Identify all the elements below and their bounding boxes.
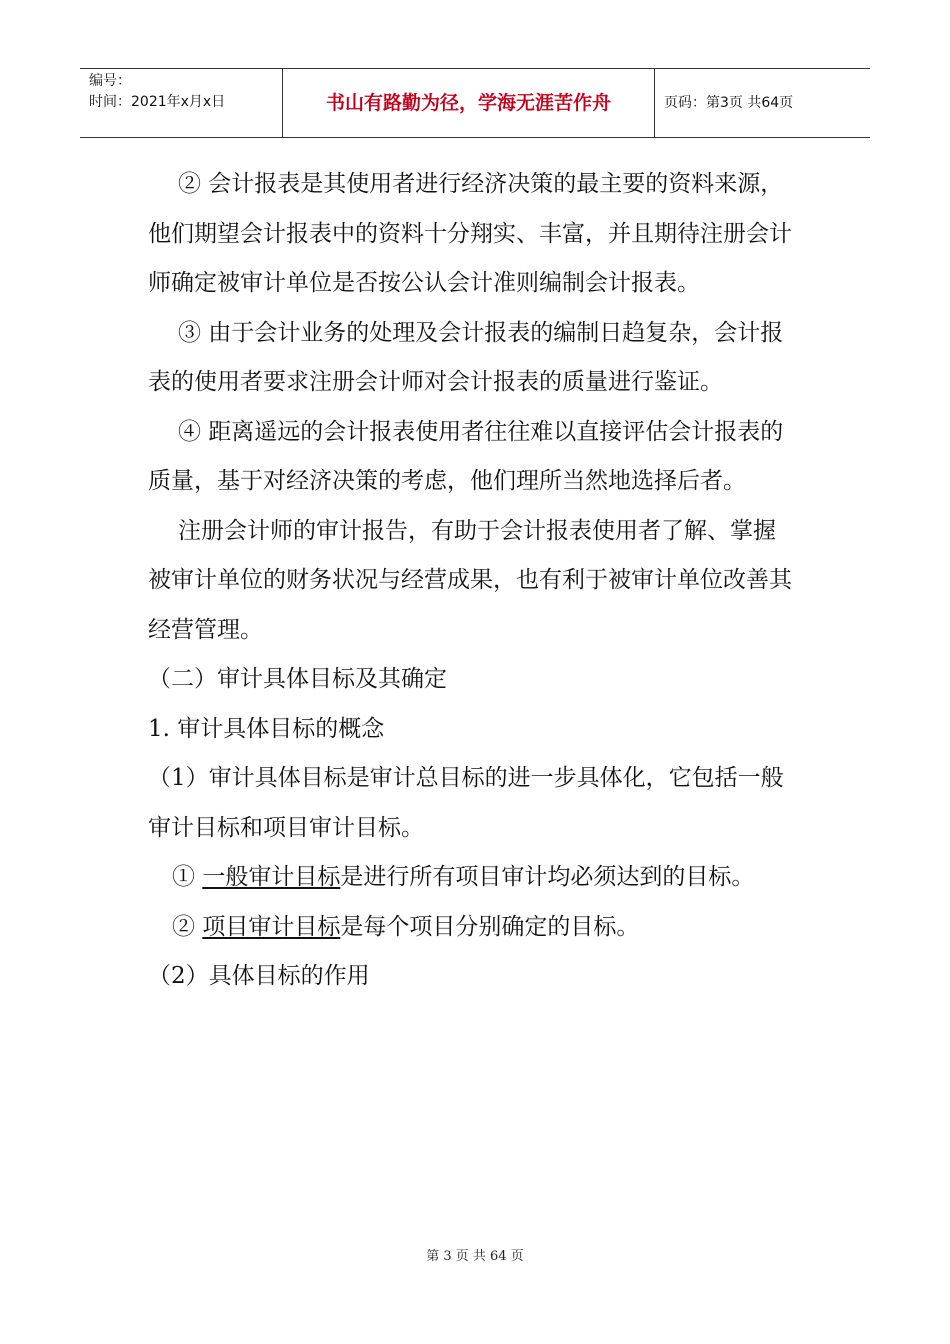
definition-text: 是进行所有项目审计均必须达到的目标。 — [340, 864, 755, 890]
term-general-objective: 一般审计目标 — [202, 864, 341, 890]
section-heading: （二）审计具体目标及其确定 — [148, 666, 447, 692]
header-page-info: 页码：第3页 共64页 — [664, 95, 794, 111]
paragraph-item-objective — [148, 903, 798, 953]
term-item-objective: 项目审计目标 — [202, 913, 341, 940]
paragraph-reason-4: ④ 距离遥远的会计报表使用者往往难以直接评估会计报表的质量，基于对经济决策的考虑，他们理所当然地选择后者。 — [148, 418, 784, 494]
document-body — [148, 160, 798, 1002]
page-header — [80, 68, 870, 138]
definition-text: 是每个项目分别确定的目标。 — [340, 913, 640, 940]
document-number-label: 编号： — [89, 73, 131, 89]
header-meta — [80, 69, 283, 137]
subsection-heading: 1. 审计具体目标的概念 — [148, 715, 385, 742]
paragraph-general-objective — [148, 853, 798, 903]
paragraph-reason-2: ② 会计报表是其使用者进行经济决策的最主要的资料来源，他们期望会计报表中的资料十分翔实、丰富，并且期待注册会计师确定被审计单位是否按公认会计准则编制会计报表。 — [148, 171, 792, 296]
subsection-heading-role: （2）具体目标的作用 — [148, 963, 370, 989]
paragraph-reason-3: ③ 由于会计业务的处理及会计报表的编制日趋复杂，会计报表的使用者要求注册会计师对会计报表的质量进行鉴证。 — [148, 319, 784, 395]
header-motto: 书山有路勤为径，学海无涯苦作舟 — [283, 69, 655, 137]
item-marker: ① — [172, 864, 203, 890]
item-marker: ② — [172, 913, 203, 940]
document-date: 时间：2021年x月x日 — [89, 94, 226, 110]
paragraph-audit-report: 注册会计师的审计报告，有助于会计报表使用者了解、掌握被审计单位的财务状况与经营成果，也有利于被审计单位改善其经营管理。 — [148, 517, 792, 643]
page-footer: 第 3 页 共 64 页 — [426, 1249, 524, 1264]
paragraph-definition: （1）审计具体目标是审计总目标的进一步具体化，它包括一般审计目标和项目审计目标。 — [148, 765, 784, 841]
